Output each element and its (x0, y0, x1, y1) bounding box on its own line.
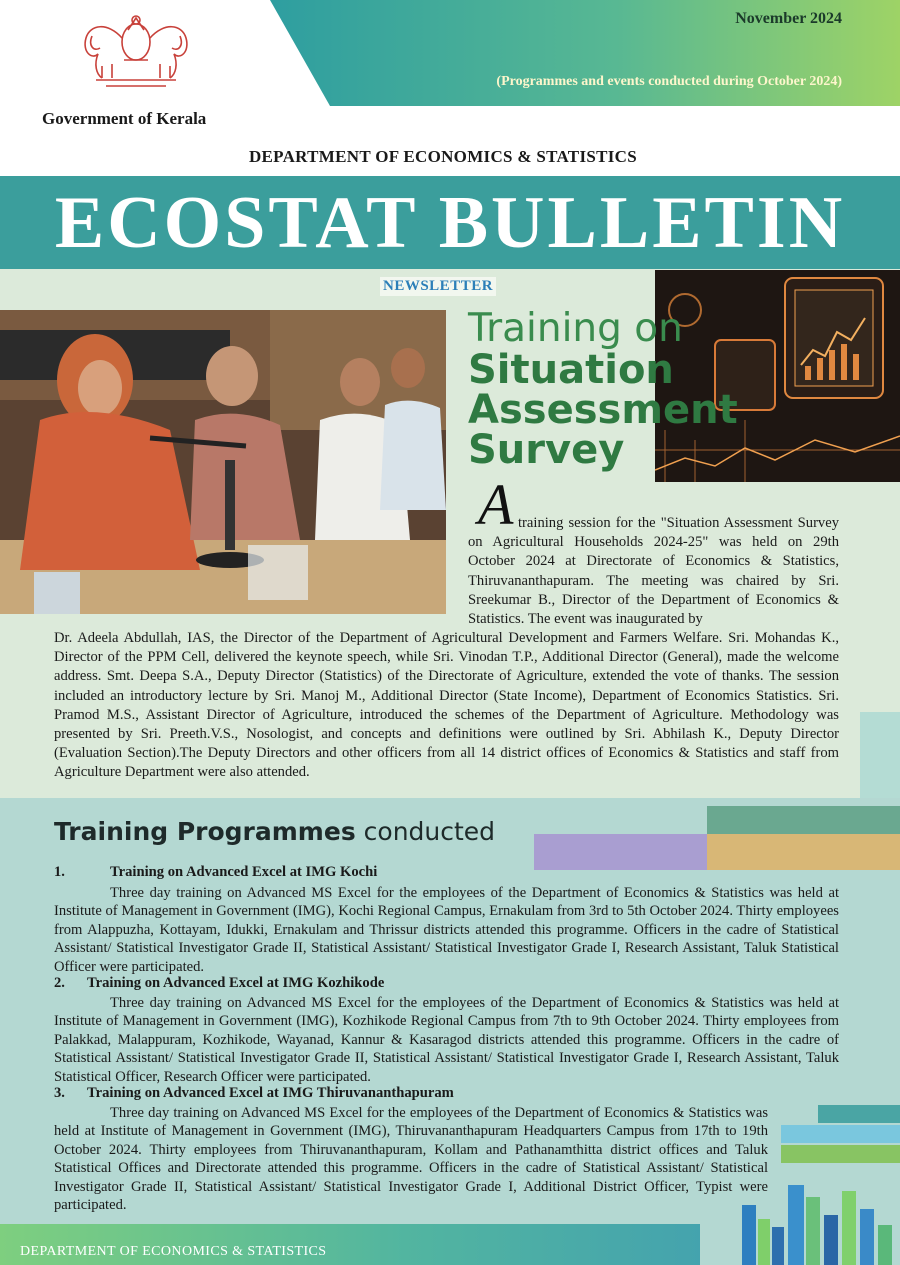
buildings-illustration-icon (738, 1175, 900, 1265)
programme-item-title (54, 975, 384, 992)
feature-body-text: Dr. Adeela Abdullah, IAS, the Director of the Department of Agricultural Development and Farmers Welfare. Sri. Mohandas K., Director of the PPM Cell, delivered the keynote speech, while Sri. Vinodan T.P., Additional Director (General), made the welcome address. Smt. Deepa S.A., Deputy Director (Statistics) of the Directorate of Agriculture, extended the vote of thanks. The session included an introductory lecture by Sri. Manoj M., Additional Director (State Income), Department of Economics Statistics. Sri. Pramod M.S., Assistant Director of Agriculture, introduced the schemes of the Department of Agriculture. Methodology was presented by Sri. Preeth.V.S., Nosologist, and concepts and definitions were outlined by Sri. Abhilash K., Deputy Director (Evaluation Section).The Deputy Directors and other officers from all 14 district offices of Economics & Statistics and staff from Agriculture Department were also attended. (54, 630, 839, 781)
kerala-emblem-icon (72, 8, 200, 96)
issue-month: November 2024 (735, 10, 842, 27)
decorative-bar (707, 834, 900, 870)
programme-item-text: Three day training on Advanced MS Excel for the employees of the Department of Economics & Statistics was held at Institute of Management in Government (IMG), Kozhikode Regional Campus from 7th to 9th October 2024. Thirty employees from Palakkad, Malappuram, Kozhikode, Wayanad, Kannur & Kasaragod districts attended this programme. Officers in the cadre of Statistical Assistant/ Statistical Investigator Grade II, Statistical Assistant/ Statistical Investigator Grade I, Research Assistant, Taluk Statistical Officer, Research Officer were participated. (54, 995, 839, 1085)
decorative-bar (781, 1145, 900, 1163)
programme-item-text: Three day training on Advanced MS Excel for the employees of the Department of Economics & Statistics was held at Institute of Management in Government (IMG), Kochi Regional Campus, Ernakulam from 3rd to 5th October 2024. Thirty employees from Alappuzha, Kottayam, Idukki, Ernakulam and Thrissur districts attended this programme. Officers in the cadre of Statistical Assistant/ Statistical Investigator Grade II, Statistical Assistant/ Statistical Investigator Grade I, Research Assistant, Taluk Statistical Officer were participated. (54, 885, 839, 975)
programmes-heading-bold: Training Programmes (54, 817, 356, 846)
government-label: Government of Kerala (42, 109, 207, 128)
feature-intro-text: training session for the "Situation Assessment Survey on Agricultural Households 2024-25" was held on 29th October 2024 at Directorate of Economics & Statistics, Thiruvananthapuram. The meeting was chaired by Sri. Sreekumar B., Director of the Department of Economics & Statistics. The event was inaugurated by (468, 515, 839, 628)
programme-title-text: Training on Advanced Excel at IMG Thiruvananthapuram (87, 1085, 454, 1101)
programme-item-title (54, 864, 377, 881)
drop-cap: A (478, 472, 514, 537)
training-session-photo (0, 310, 446, 614)
programme-title-text: Training on Advanced Excel at IMG Kochi (110, 864, 378, 880)
decorative-bar (781, 1125, 900, 1143)
programme-title-text: Training on Advanced Excel at IMG Kozhikode (87, 975, 385, 991)
programme-number: 3. (54, 1085, 65, 1101)
programmes-heading (54, 817, 495, 846)
decorative-block (860, 712, 900, 802)
feature-heading-line2: Situation Assessment Survey (468, 347, 738, 473)
bulletin-title: ECOSTAT BULLETIN (54, 182, 846, 264)
programme-item-text: Three day training on Advanced MS Excel for the employees of the Department of Economics & Statistics was held at Institute of Management in Government (IMG), Thiruvananthapuram Headquarters Campus from 17th to 19th October 2024. Thirty employees from Thiruvananthapuram, Kollam and Pathanamthitta district offices and Taluk Statistical Offices and Directorate attended this programme. Officers in the cadre of Statistical Assistant/ Statistical Investigator Grade II, Statistical Assistant/ Statistical Investigator Grade I, Additional District Officer, Typist were participated. (54, 1105, 768, 1214)
decorative-bar (818, 1105, 900, 1123)
footer-department: DEPARTMENT OF ECONOMICS & STATISTICS (20, 1244, 327, 1259)
issue-subtitle: (Programmes and events conducted during October 2024) (496, 74, 842, 89)
newsletter-label: NEWSLETTER (380, 277, 496, 296)
decorative-bar (534, 834, 707, 870)
department-name: DEPARTMENT OF ECONOMICS & STATISTICS (248, 147, 638, 166)
programme-number: 2. (54, 975, 65, 991)
feature-heading-line1: Training on (468, 306, 683, 351)
programme-number: 1. (54, 864, 65, 880)
decorative-bar (707, 806, 900, 834)
programmes-heading-rest: conducted (355, 817, 496, 846)
programme-item-title (54, 1085, 454, 1102)
